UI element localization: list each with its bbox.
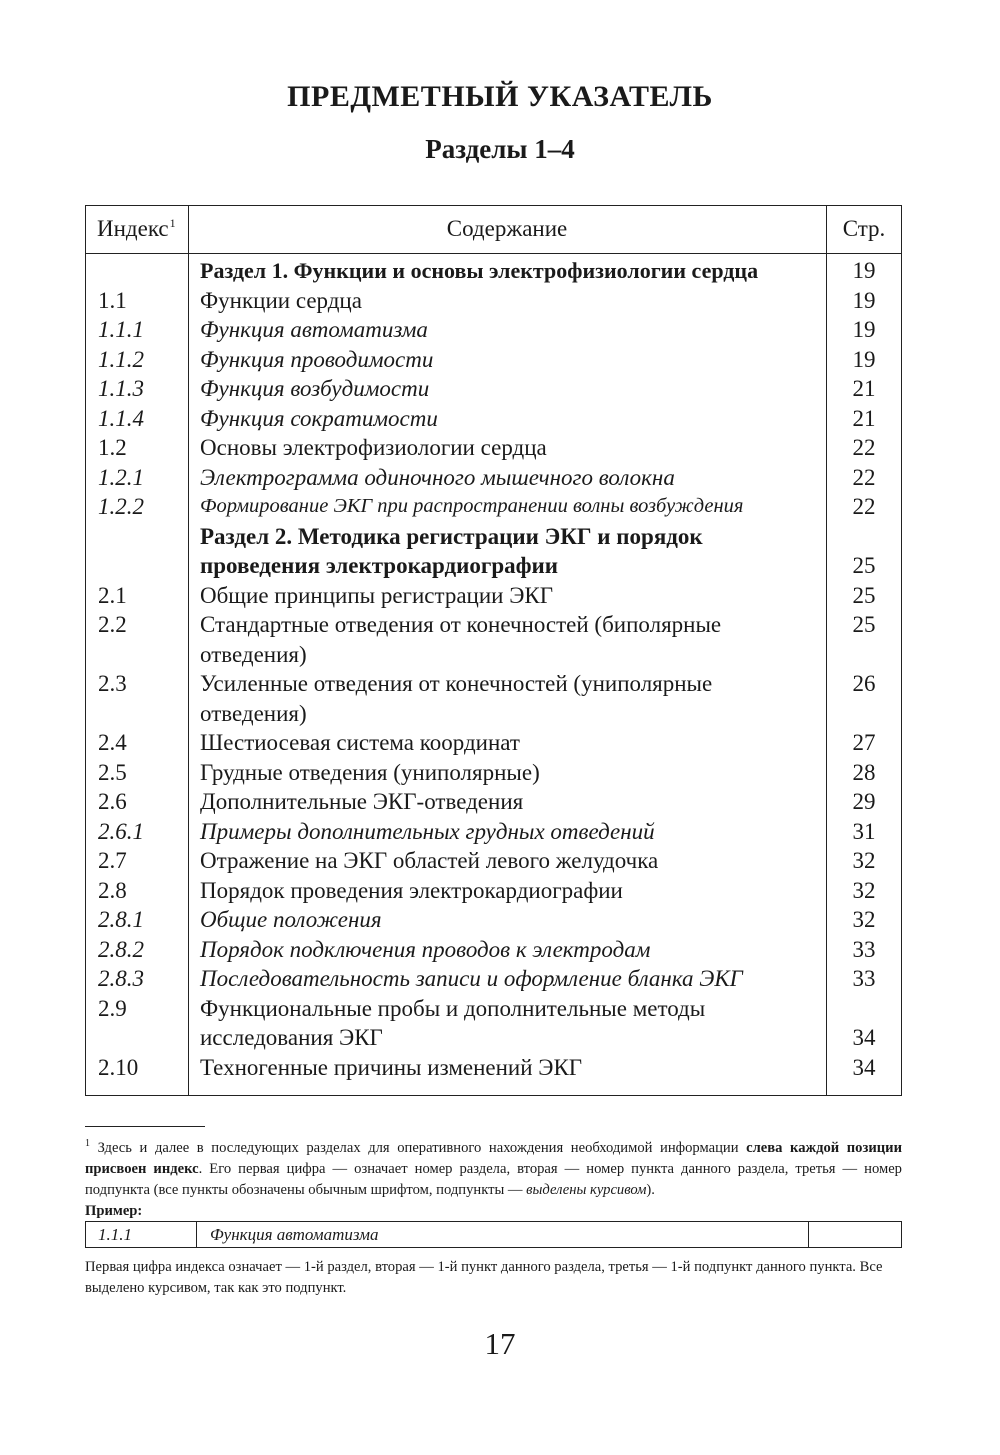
row-page: 27 [852, 730, 876, 755]
table-row [86, 787, 902, 817]
table-row [86, 492, 902, 522]
row-page: 32 [852, 848, 876, 873]
row-text: Функция автоматизма [200, 317, 428, 342]
row-text: Общие положения [200, 907, 382, 932]
row-page: 33 [852, 936, 876, 962]
row-page: 21 [852, 376, 876, 401]
row-index: 1.2.2 [98, 494, 144, 519]
table-row [86, 256, 902, 286]
row-index: 1.1.2 [98, 346, 144, 372]
row-page: 31 [852, 818, 876, 844]
row-page: 19 [852, 287, 876, 313]
row-index: 2.3 [98, 671, 127, 696]
row-text: Основы электрофизиологии сердца [200, 435, 547, 460]
row-text: Функция возбудимости [200, 376, 430, 401]
example-index: 1.1.1 [98, 1225, 132, 1244]
row-page: 32 [852, 877, 876, 903]
row-index: 1.2 [98, 435, 127, 460]
table-row [86, 905, 902, 935]
row-text: Функциональные пробы и дополнительные методы исследования ЭКГ [200, 995, 706, 1050]
row-index: 1.1.4 [98, 405, 144, 431]
row-page: 19 [852, 317, 876, 342]
header-page: Стр. [842, 216, 886, 241]
row-text: Примеры дополнительных грудных отведений [200, 818, 655, 844]
row-text: Функции сердца [200, 287, 362, 313]
table-row [86, 522, 902, 581]
example-table [85, 1221, 902, 1248]
table-row [86, 876, 902, 906]
footnote-ref: 1 [169, 216, 176, 231]
row-page: 34 [852, 1025, 876, 1050]
table-row [86, 463, 902, 493]
table-row [86, 817, 902, 847]
row-page: 25 [852, 612, 876, 637]
table-row [86, 404, 902, 434]
row-text: Дополнительные ЭКГ-отведения [200, 789, 524, 814]
row-index: 2.8.1 [98, 907, 144, 932]
example-explanation: Первая цифра индекса означает — 1-й раздел, вторая — 1-й пункт данного раздела, третья — 1-й подпункт данного пункта. Все выделено курсивом, так как это подпункт. [85, 1259, 883, 1296]
row-text: Функция проводимости [200, 346, 434, 372]
row-page: 22 [852, 464, 876, 490]
row-page: 32 [852, 907, 876, 932]
row-index: 2.8.2 [98, 936, 144, 962]
row-index: 2.1 [98, 582, 127, 608]
table-row [86, 935, 902, 965]
row-text: Стандартные отведения от конечностей (биполярные отведения) [200, 612, 722, 667]
table-row [86, 964, 902, 994]
table-row [86, 610, 902, 669]
example-label: Пример: [85, 1202, 143, 1219]
table-row [86, 315, 902, 345]
table-row [86, 345, 902, 375]
row-text: Порядок проведения электрокардиографии [200, 877, 623, 903]
header-index [97, 216, 176, 242]
row-index: 1.1.3 [98, 376, 144, 401]
row-index: 2.6 [98, 789, 127, 814]
row-page: 33 [852, 966, 876, 991]
row-index: 2.8.3 [98, 966, 144, 991]
row-index: 2.9 [98, 995, 127, 1021]
column-divider [196, 1222, 197, 1247]
row-index: 2.10 [98, 1054, 139, 1080]
footnote-bold-text: слева каждой позиции присвоен индекс [85, 1139, 902, 1177]
row-page: 19 [852, 346, 876, 372]
table-body [86, 256, 902, 1082]
index-table [85, 205, 902, 1096]
footnote-text-3: ). [646, 1181, 655, 1198]
row-text: Отражение на ЭКГ областей левого желудочка [200, 848, 659, 873]
row-text: Раздел 1. Функции и основы электрофизиологии сердца [200, 258, 759, 283]
row-page: 25 [852, 553, 876, 578]
row-page: 34 [852, 1054, 876, 1080]
footnote-italic-text: выделены курсивом [526, 1181, 647, 1198]
row-page: 22 [852, 435, 876, 460]
row-text: Техногенные причины изменений ЭКГ [200, 1054, 583, 1080]
header-content: Содержание [446, 216, 568, 241]
row-text: Усиленные отведения от конечностей (униполярные отведения) [200, 671, 713, 726]
column-divider [808, 1222, 809, 1247]
footnote-mark: 1 [85, 1138, 90, 1149]
row-index: 2.7 [98, 848, 127, 873]
footnote-separator [85, 1126, 205, 1127]
row-text: Шестиосевая система координат [200, 730, 520, 755]
row-page: 26 [852, 671, 876, 696]
table-row [86, 286, 902, 316]
row-index: 2.6.1 [98, 818, 144, 844]
row-page: 29 [852, 789, 876, 814]
table-row [86, 581, 902, 611]
row-text: Электрограмма одиночного мышечного волокна [200, 464, 675, 490]
footnote [85, 1133, 902, 1222]
row-index: 1.1.1 [98, 317, 144, 342]
header-index-label: Индекс [97, 216, 169, 241]
row-text: Общие принципы регистрации ЭКГ [200, 582, 554, 608]
table-row [86, 728, 902, 758]
row-index: 1.2.1 [98, 464, 144, 490]
table-row [86, 433, 902, 463]
row-page: 28 [852, 759, 876, 785]
row-index: 1.1 [98, 287, 127, 313]
footnote-text-1: Здесь и далее в последующих разделах для оперативного нахождения необходимой информации [90, 1139, 747, 1156]
row-text: Грудные отведения (униполярные) [200, 759, 540, 785]
row-page: 25 [852, 582, 876, 608]
row-text: Формирование ЭКГ при распространении волны возбуждения [200, 495, 744, 517]
table-row [86, 758, 902, 788]
page-subtitle: Разделы 1–4 [425, 134, 575, 164]
row-text: Порядок подключения проводов к электродам [200, 936, 651, 962]
footnote-text-2: . Его первая цифра — означает номер раздела, вторая — номер пункта данного раздела, третья — номер подпункта (все пункты обозначены обычным шрифтом, подпункты — [85, 1160, 902, 1198]
table-row [86, 994, 902, 1053]
row-index: 2.5 [98, 759, 127, 785]
row-page: 21 [852, 405, 876, 431]
row-index: 2.8 [98, 877, 127, 903]
example-text: Функция автоматизма [210, 1225, 379, 1244]
table-row [86, 846, 902, 876]
table-row [86, 374, 902, 404]
table-row [86, 669, 902, 728]
row-page: 22 [852, 494, 876, 519]
row-index: 2.2 [98, 612, 127, 637]
row-index: 2.4 [98, 730, 127, 755]
table-row [86, 1053, 902, 1083]
row-text: Функция сократимости [200, 405, 438, 431]
row-page: 19 [852, 258, 876, 283]
row-text: Раздел 2. Методика регистрации ЭКГ и порядок проведения электрокардиографии [200, 523, 703, 578]
row-text: Последовательность записи и оформление бланка ЭКГ [200, 966, 743, 991]
page-title: ПРЕДМЕТНЫЙ УКАЗАТЕЛЬ [287, 80, 713, 113]
header-divider [86, 253, 901, 254]
page-number: 17 [484, 1326, 516, 1361]
